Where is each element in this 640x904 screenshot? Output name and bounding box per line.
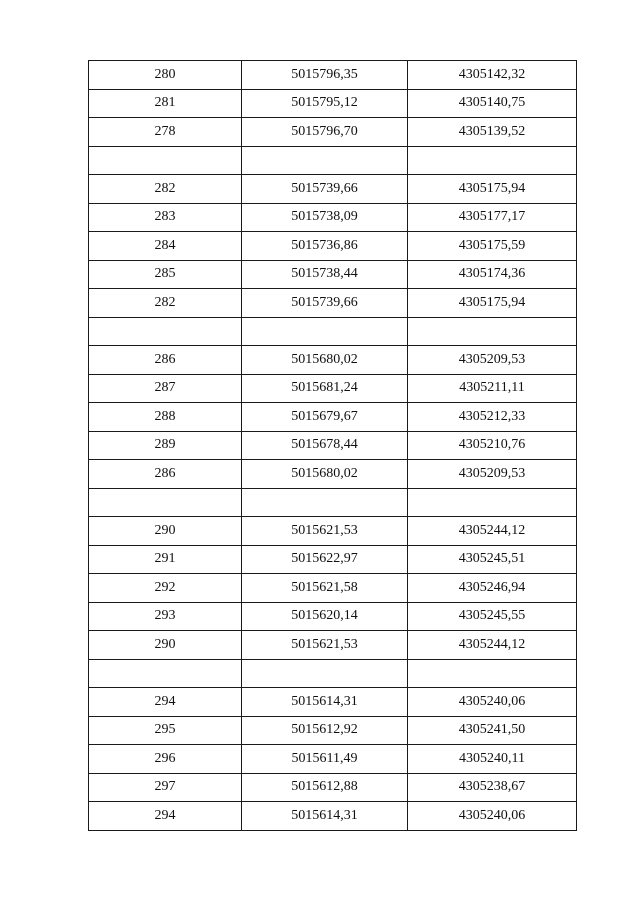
x-coordinate-cell [242, 659, 408, 688]
separator-row [89, 146, 577, 175]
y-coordinate-cell: 4305240,11 [408, 745, 577, 774]
y-coordinate-cell: 4305142,32 [408, 61, 577, 90]
table-row [89, 374, 577, 403]
point-number-cell: 282 [89, 289, 242, 318]
table-row [89, 745, 577, 774]
table-row [89, 773, 577, 802]
x-coordinate-cell: 5015614,31 [242, 688, 408, 717]
y-coordinate-cell: 4305175,59 [408, 232, 577, 261]
point-number-cell: 295 [89, 716, 242, 745]
y-coordinate-cell: 4305139,52 [408, 118, 577, 147]
table-row [89, 688, 577, 717]
y-coordinate-cell: 4305175,94 [408, 175, 577, 204]
y-coordinate-cell [408, 317, 577, 346]
point-number-cell: 286 [89, 346, 242, 375]
x-coordinate-cell: 5015621,53 [242, 631, 408, 660]
point-number-cell [89, 317, 242, 346]
y-coordinate-cell: 4305210,76 [408, 431, 577, 460]
separator-row [89, 317, 577, 346]
x-coordinate-cell [242, 488, 408, 517]
x-coordinate-cell: 5015681,24 [242, 374, 408, 403]
table-row [89, 289, 577, 318]
x-coordinate-cell [242, 146, 408, 175]
table-row [89, 61, 577, 90]
separator-row [89, 488, 577, 517]
table-row [89, 716, 577, 745]
point-number-cell: 290 [89, 631, 242, 660]
table-row [89, 802, 577, 831]
y-coordinate-cell: 4305245,51 [408, 545, 577, 574]
point-number-cell: 283 [89, 203, 242, 232]
y-coordinate-cell: 4305241,50 [408, 716, 577, 745]
y-coordinate-cell: 4305212,33 [408, 403, 577, 432]
table-row [89, 203, 577, 232]
y-coordinate-cell: 4305244,12 [408, 631, 577, 660]
point-number-cell: 296 [89, 745, 242, 774]
table-row [89, 232, 577, 261]
x-coordinate-cell: 5015612,88 [242, 773, 408, 802]
table-row [89, 175, 577, 204]
point-number-cell [89, 659, 242, 688]
y-coordinate-cell: 4305211,11 [408, 374, 577, 403]
y-coordinate-cell: 4305177,17 [408, 203, 577, 232]
table-row [89, 431, 577, 460]
y-coordinate-cell: 4305246,94 [408, 574, 577, 603]
point-number-cell: 294 [89, 688, 242, 717]
point-number-cell: 291 [89, 545, 242, 574]
x-coordinate-cell: 5015620,14 [242, 602, 408, 631]
table-row [89, 460, 577, 489]
x-coordinate-cell: 5015622,97 [242, 545, 408, 574]
x-coordinate-cell: 5015739,66 [242, 289, 408, 318]
x-coordinate-cell: 5015796,35 [242, 61, 408, 90]
x-coordinate-cell: 5015795,12 [242, 89, 408, 118]
point-number-cell [89, 146, 242, 175]
point-number-cell: 293 [89, 602, 242, 631]
x-coordinate-cell: 5015678,44 [242, 431, 408, 460]
x-coordinate-cell: 5015611,49 [242, 745, 408, 774]
x-coordinate-cell: 5015739,66 [242, 175, 408, 204]
x-coordinate-cell: 5015621,53 [242, 517, 408, 546]
x-coordinate-cell: 5015796,70 [242, 118, 408, 147]
point-number-cell: 282 [89, 175, 242, 204]
table-row [89, 260, 577, 289]
y-coordinate-cell [408, 488, 577, 517]
point-number-cell: 292 [89, 574, 242, 603]
x-coordinate-cell: 5015680,02 [242, 346, 408, 375]
y-coordinate-cell: 4305238,67 [408, 773, 577, 802]
y-coordinate-cell: 4305244,12 [408, 517, 577, 546]
separator-row [89, 659, 577, 688]
table-row [89, 545, 577, 574]
table-row [89, 89, 577, 118]
point-number-cell: 288 [89, 403, 242, 432]
point-number-cell: 294 [89, 802, 242, 831]
y-coordinate-cell: 4305175,94 [408, 289, 577, 318]
point-number-cell: 286 [89, 460, 242, 489]
y-coordinate-cell: 4305240,06 [408, 802, 577, 831]
x-coordinate-cell: 5015614,31 [242, 802, 408, 831]
y-coordinate-cell: 4305209,53 [408, 346, 577, 375]
x-coordinate-cell: 5015679,67 [242, 403, 408, 432]
point-number-cell: 289 [89, 431, 242, 460]
table-row [89, 574, 577, 603]
y-coordinate-cell: 4305240,06 [408, 688, 577, 717]
coordinates-table-body [89, 61, 577, 831]
y-coordinate-cell: 4305245,55 [408, 602, 577, 631]
x-coordinate-cell: 5015621,58 [242, 574, 408, 603]
x-coordinate-cell: 5015612,92 [242, 716, 408, 745]
x-coordinate-cell: 5015736,86 [242, 232, 408, 261]
y-coordinate-cell: 4305209,53 [408, 460, 577, 489]
y-coordinate-cell: 4305174,36 [408, 260, 577, 289]
point-number-cell: 281 [89, 89, 242, 118]
point-number-cell: 285 [89, 260, 242, 289]
coordinates-table [88, 60, 577, 831]
x-coordinate-cell: 5015738,44 [242, 260, 408, 289]
table-row [89, 346, 577, 375]
point-number-cell: 280 [89, 61, 242, 90]
table-row [89, 118, 577, 147]
point-number-cell: 297 [89, 773, 242, 802]
table-row [89, 602, 577, 631]
point-number-cell: 287 [89, 374, 242, 403]
table-row [89, 403, 577, 432]
point-number-cell [89, 488, 242, 517]
y-coordinate-cell: 4305140,75 [408, 89, 577, 118]
document-page [88, 60, 576, 831]
x-coordinate-cell [242, 317, 408, 346]
point-number-cell: 290 [89, 517, 242, 546]
y-coordinate-cell [408, 659, 577, 688]
point-number-cell: 284 [89, 232, 242, 261]
y-coordinate-cell [408, 146, 577, 175]
table-row [89, 631, 577, 660]
table-row [89, 517, 577, 546]
x-coordinate-cell: 5015738,09 [242, 203, 408, 232]
x-coordinate-cell: 5015680,02 [242, 460, 408, 489]
point-number-cell: 278 [89, 118, 242, 147]
